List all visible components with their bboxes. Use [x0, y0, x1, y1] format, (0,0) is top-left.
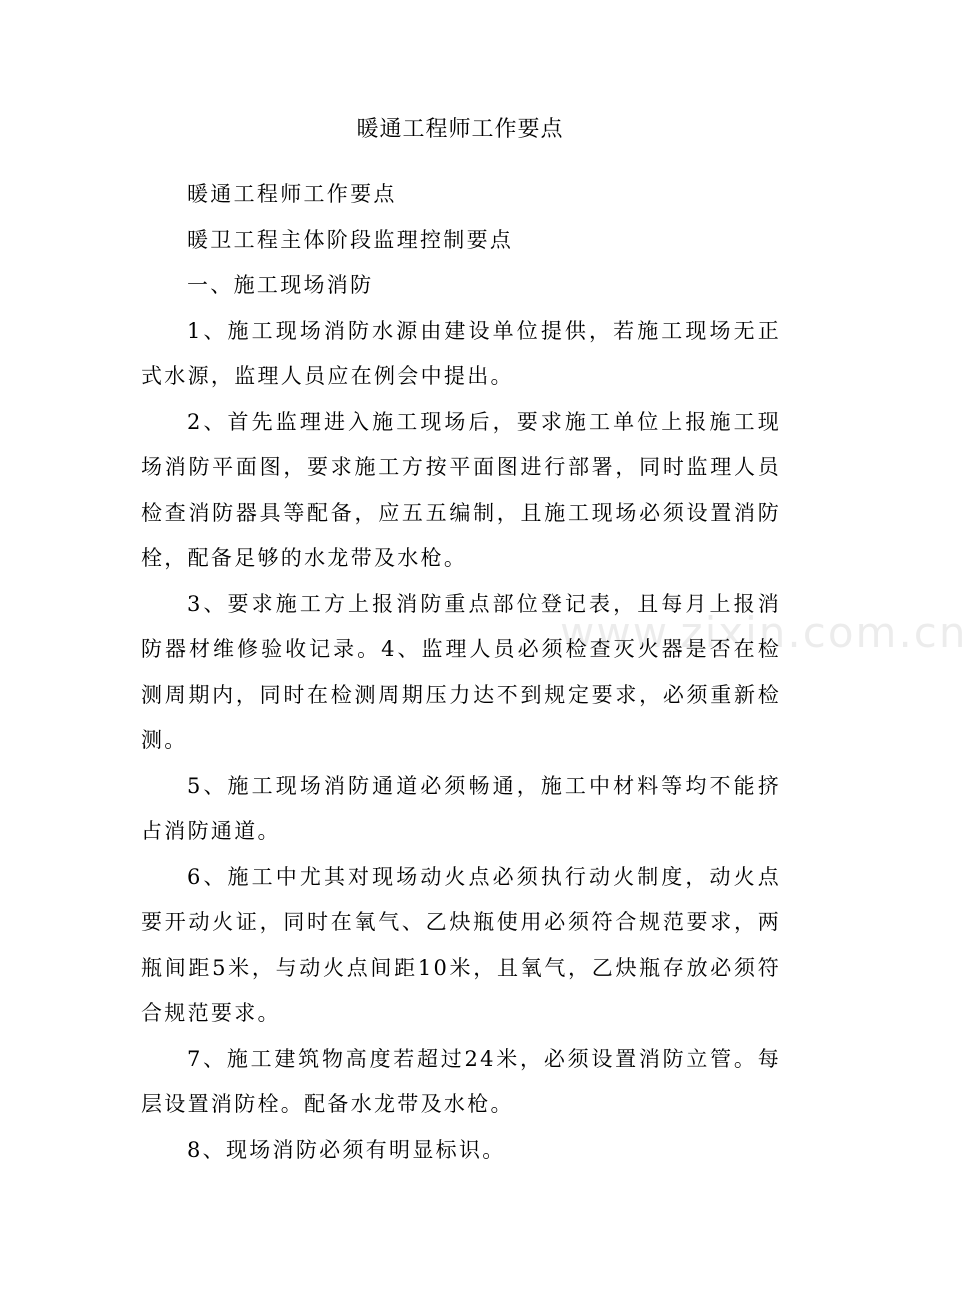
paragraph-item-6: 6、施工中尤其对现场动火点必须执行动火制度，动火点要开动火证，同时在氧气、乙炔瓶使用必须符合规范要求，两瓶间距5米，与动火点间距10米，且氧气，乙炔瓶存放必须符合规范要求。 [141, 864, 781, 1025]
watermark: www.zixin.com.cn [560, 608, 968, 657]
paragraph-item-7: 7、施工建筑物高度若超过24米，必须设置消防立管。每层设置消防栓。配备水龙带及水枪。 [141, 1046, 781, 1116]
paragraph-item-5: 5、施工现场消防通道必须畅通，施工中材料等均不能挤占消防通道。 [141, 773, 781, 843]
paragraph-item-3-4: 3、要求施工方上报消防重点部位登记表，且每月上报消防器材维修验收记录。4、监理人员必须检查灭火器是否在检测周期内，同时在检测周期压力达不到规定要求，必须重新检测。 [141, 591, 781, 752]
paragraph-item-1: 1、施工现场消防水源由建设单位提供，若施工现场无正式水源，监理人员应在例会中提出。 [141, 318, 781, 388]
document-title: 暖通工程师工作要点 [356, 117, 564, 142]
paragraph-item-8: 8、现场消防必须有明显标识。 [187, 1137, 506, 1162]
paragraph-item-2: 2、首先监理进入施工现场后，要求施工单位上报施工现场消防平面图，要求施工方按平面图进行部署，同时监理人员检查消防器具等配备，应五五编制，且施工现场必须设置消防栓，配备足够的水龙带及水枪。 [141, 409, 781, 570]
document-body [141, 172, 781, 1173]
paragraph-section-1: 一、施工现场消防 [187, 273, 374, 297]
paragraph-heading: 暖通工程师工作要点 [187, 182, 397, 206]
paragraph-subheading: 暖卫工程主体阶段监理控制要点 [187, 227, 514, 252]
